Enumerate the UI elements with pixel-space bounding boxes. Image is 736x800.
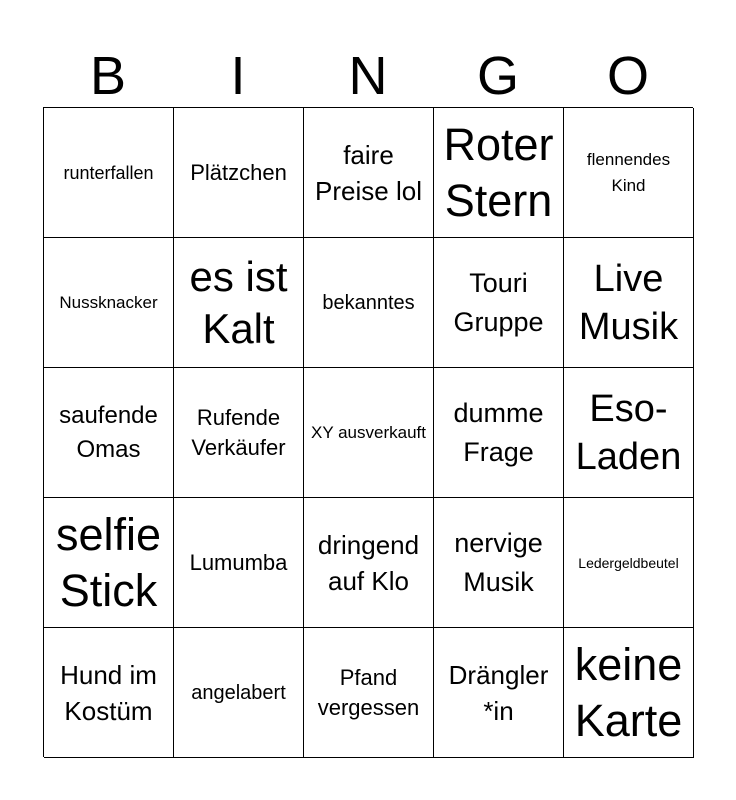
cell-text: Hund im Kostüm xyxy=(60,659,157,726)
bingo-cell[interactable] xyxy=(304,368,434,498)
cell-text: Pfand vergessen xyxy=(317,664,420,720)
header-letter-o: O xyxy=(606,46,649,106)
cell-text: Lumumba xyxy=(189,549,288,575)
bingo-cell[interactable] xyxy=(434,628,564,758)
bingo-cell[interactable] xyxy=(434,238,564,368)
bingo-cell[interactable] xyxy=(174,368,304,498)
bingo-cell[interactable] xyxy=(564,628,694,758)
bingo-cell[interactable] xyxy=(44,498,174,628)
cell-text: angelabert xyxy=(191,681,286,704)
bingo-cell[interactable] xyxy=(434,108,564,238)
cell-text: Ledergeldbeutel xyxy=(578,554,679,571)
cell-text: Roter Stern xyxy=(443,118,554,226)
cell-text: Rufende Verkäufer xyxy=(191,404,286,460)
cell-text: flennendes Kind xyxy=(586,149,671,195)
cell-text: XY ausverkauft xyxy=(311,422,426,442)
cell-text: Touri Gruppe xyxy=(453,267,544,337)
cell-text: dringend auf Klo xyxy=(317,529,420,596)
bingo-cell[interactable] xyxy=(304,628,434,758)
cell-text: Plätzchen xyxy=(190,159,287,185)
header-letter-i: I xyxy=(230,46,246,106)
bingo-cell[interactable] xyxy=(304,498,434,628)
bingo-cell[interactable] xyxy=(304,108,434,238)
cell-text: Live Musik xyxy=(578,257,679,348)
cell-text: bekanntes xyxy=(322,291,415,314)
cell-text: Nussknacker xyxy=(59,292,158,312)
bingo-cell[interactable] xyxy=(434,368,564,498)
header-letter-b: B xyxy=(89,46,127,106)
cell-text: nervige Musik xyxy=(454,527,543,597)
bingo-cell[interactable] xyxy=(44,368,174,498)
bingo-cell[interactable] xyxy=(434,498,564,628)
cell-text: dumme Frage xyxy=(453,397,544,467)
header-letter-g: G xyxy=(476,46,519,106)
cell-text: keine Karte xyxy=(574,638,683,746)
cell-text: Drängler *in xyxy=(448,659,549,726)
cell-text: saufende Omas xyxy=(59,401,158,463)
bingo-cell[interactable] xyxy=(304,238,434,368)
bingo-cell[interactable] xyxy=(564,368,694,498)
bingo-header xyxy=(43,44,693,108)
bingo-cell[interactable] xyxy=(564,238,694,368)
cell-text: runterfallen xyxy=(63,162,154,183)
header-letter-n: N xyxy=(348,46,388,106)
bingo-cell[interactable] xyxy=(564,498,694,628)
cell-text: faire Preise lol xyxy=(315,139,422,206)
cell-text: Eso-Laden xyxy=(575,387,682,478)
bingo-cell[interactable] xyxy=(44,238,174,368)
bingo-cell[interactable] xyxy=(174,238,304,368)
bingo-cell[interactable] xyxy=(44,628,174,758)
cell-text: es ist Kalt xyxy=(189,252,288,352)
bingo-cell[interactable] xyxy=(174,498,304,628)
bingo-cell[interactable] xyxy=(564,108,694,238)
cell-text: selfie Stick xyxy=(55,508,162,616)
bingo-cell[interactable] xyxy=(174,108,304,238)
bingo-cell[interactable] xyxy=(44,108,174,238)
bingo-card xyxy=(43,107,693,757)
bingo-cell[interactable] xyxy=(174,628,304,758)
